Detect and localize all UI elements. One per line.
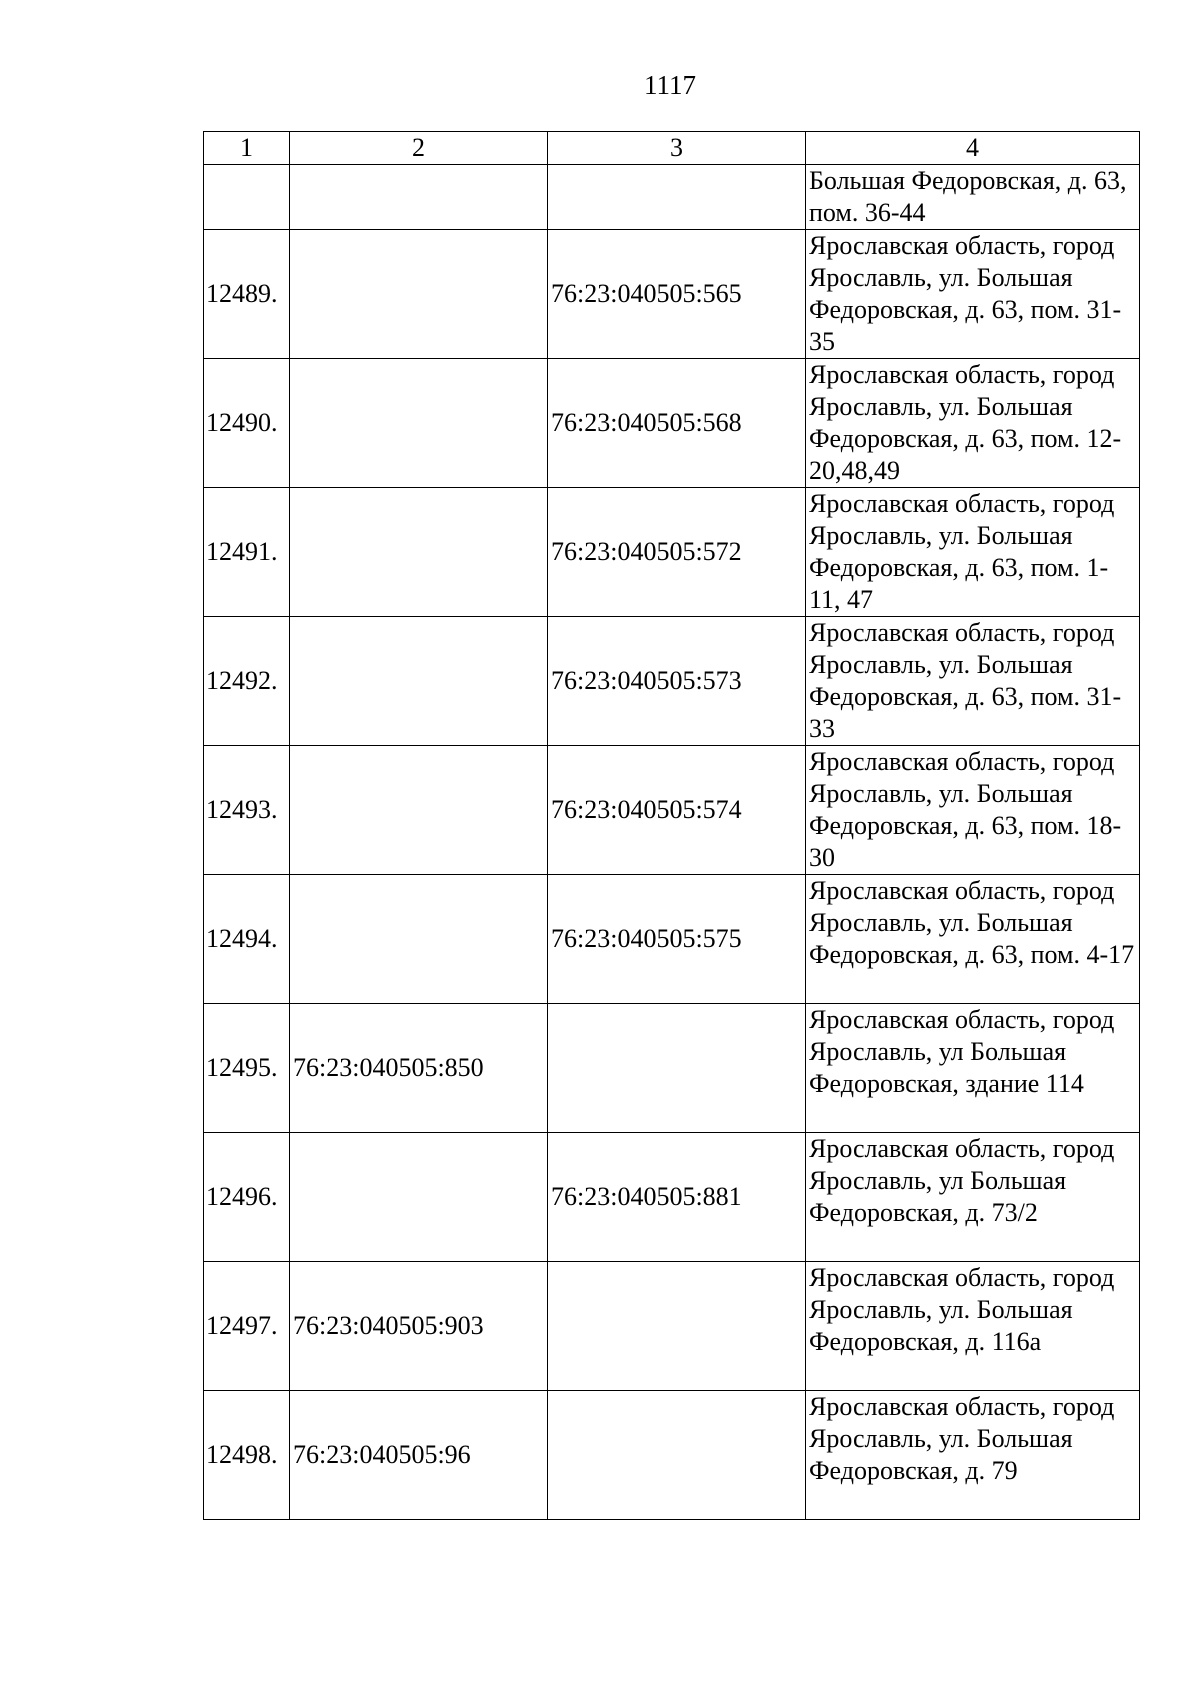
registry-table [203, 131, 1140, 1520]
row-number: 12492. [204, 617, 290, 746]
address-cell: Ярославская область, город Ярославль, ул. Большая Федоровская, д. 63, пом. 31-33 [806, 617, 1140, 746]
cadastral-number-col2: 76:23:040505:903 [290, 1262, 548, 1391]
cadastral-number-col3: 76:23:040505:574 [548, 746, 806, 875]
row-number: 12497. [204, 1262, 290, 1391]
row-number: 12489. [204, 230, 290, 359]
cadastral-number-col3: 76:23:040505:881 [548, 1133, 806, 1262]
cadastral-number-col3 [548, 1391, 806, 1520]
cadastral-number-col3 [548, 1262, 806, 1391]
cadastral-number-col3: 76:23:040505:573 [548, 617, 806, 746]
cadastral-number-col2 [290, 617, 548, 746]
cadastral-number-col2 [290, 359, 548, 488]
cadastral-number-col3: 76:23:040505:565 [548, 230, 806, 359]
cadastral-number-col2 [290, 746, 548, 875]
cadastral-number-col2 [290, 230, 548, 359]
address-cell: Большая Федоровская, д. 63, пом. 36-44 [806, 165, 1140, 230]
cadastral-number-col2 [290, 875, 548, 1004]
address-cell: Ярославская область, город Ярославль, ул. Большая Федоровская, д. 116а [806, 1262, 1140, 1391]
address-cell: Ярославская область, город Ярославль, ул. Большая Федоровская, д. 63, пом. 12-20,48,49 [806, 359, 1140, 488]
address-cell: Ярославская область, город Ярославль, ул. Большая Федоровская, д. 63, пом. 4-17 [806, 875, 1140, 1004]
cadastral-number-col2 [290, 1133, 548, 1262]
row-number: 12493. [204, 746, 290, 875]
table-header-row [204, 132, 1140, 165]
table-row [204, 230, 1140, 359]
cadastral-number-col3: 76:23:040505:572 [548, 488, 806, 617]
row-number: 12498. [204, 1391, 290, 1520]
cadastral-number-col2 [290, 165, 548, 230]
page-number: 1117 [644, 70, 696, 100]
row-number: 12490. [204, 359, 290, 488]
cadastral-number-col2: 76:23:040505:96 [290, 1391, 548, 1520]
cadastral-number-col3: 76:23:040505:568 [548, 359, 806, 488]
row-number: 12495. [204, 1004, 290, 1133]
column-header-1: 1 [204, 132, 290, 165]
address-cell: Ярославская область, город Ярославль, ул Большая Федоровская, д. 73/2 [806, 1133, 1140, 1262]
row-number: 12496. [204, 1133, 290, 1262]
table-row [204, 1004, 1140, 1133]
column-header-4: 4 [806, 132, 1140, 165]
address-cell: Ярославская область, город Ярославль, ул. Большая Федоровская, д. 63, пом. 1-11, 47 [806, 488, 1140, 617]
table-row [204, 488, 1140, 617]
table-row [204, 359, 1140, 488]
table-row [204, 165, 1140, 230]
table-row [204, 1133, 1140, 1262]
row-number: 12494. [204, 875, 290, 1004]
cadastral-number-col2 [290, 488, 548, 617]
cadastral-number-col3 [548, 165, 806, 230]
address-cell: Ярославская область, город Ярославль, ул. Большая Федоровская, д. 63, пом. 31-35 [806, 230, 1140, 359]
address-cell: Ярославская область, город Ярославль, ул. Большая Федоровская, д. 63, пом. 18-30 [806, 746, 1140, 875]
row-number: 12491. [204, 488, 290, 617]
table-row [204, 1391, 1140, 1520]
column-header-2: 2 [290, 132, 548, 165]
table-row [204, 875, 1140, 1004]
table-row [204, 1262, 1140, 1391]
cadastral-number-col2: 76:23:040505:850 [290, 1004, 548, 1133]
row-number [204, 165, 290, 230]
cadastral-number-col3 [548, 1004, 806, 1133]
address-cell: Ярославская область, город Ярославль, ул. Большая Федоровская, д. 79 [806, 1391, 1140, 1520]
column-header-3: 3 [548, 132, 806, 165]
table-row [204, 617, 1140, 746]
cadastral-number-col3: 76:23:040505:575 [548, 875, 806, 1004]
address-cell: Ярославская область, город Ярославль, ул Большая Федоровская, здание 114 [806, 1004, 1140, 1133]
table-row [204, 746, 1140, 875]
